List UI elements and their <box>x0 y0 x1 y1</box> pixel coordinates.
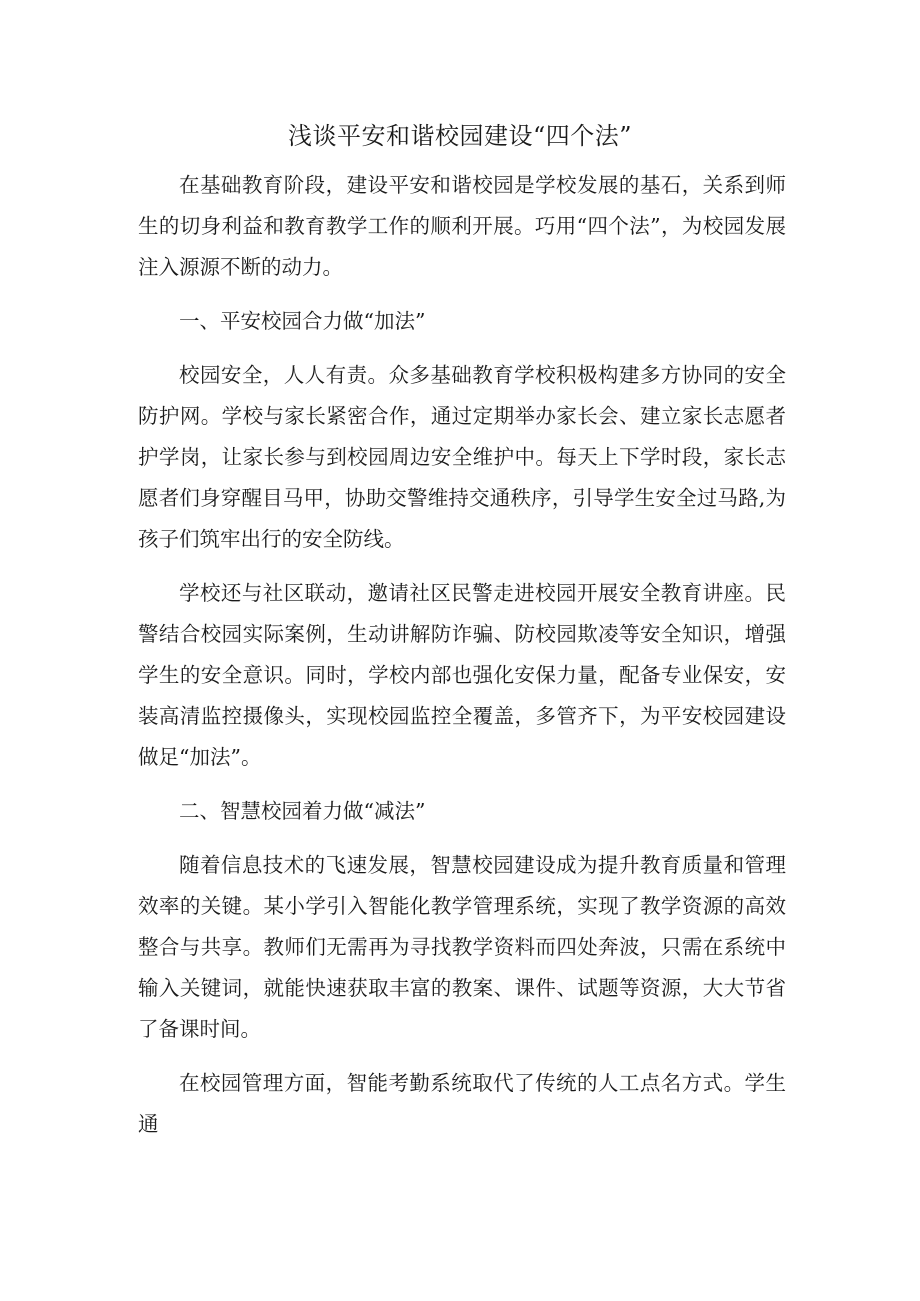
paragraph-section2-a: 随着信息技术的飞速发展，智慧校园建设成为提升教育质量和管理效率的关键。某小学引入智能化教学管理系统，实现了教学资源的高效整合与共享。教师们无需再为寻找教学资料而四处奔波，只需在系统中输入关键词，就能快速获取丰富的教案、课件、试题等资源，大大节省了备课时间。 <box>138 853 786 1041</box>
paragraph-section1-a: 校园安全，人人有责。众多基础教育学校积极构建多方协同的安全防护网。学校与家长紧密合作，通过定期举办家长会、建立家长志愿者护学岗，让家长参与到校园周边安全维护中。每天上下学时段，家长志愿者们身穿醒目马甲，协助交警维持交通秩序，引导学生安全过马路,为孩子们筑牢出行的安全防线。 <box>138 363 786 551</box>
document-body <box>138 165 786 1158</box>
section-heading-2: 二、智慧校园着力做“减法” <box>179 799 426 823</box>
paragraph-section1-b: 学校还与社区联动，邀请社区民警走进校园开展安全教育讲座。民警结合校园实际案例，生动讲解防诈骗、防校园欺凌等安全知识，增强学生的安全意识。同时，学校内部也强化安保力量，配备专业保安，安装高清监控摄像头，实现校园监控全覆盖，多管齐下，为平安校园建设做足“加法”。 <box>138 581 786 769</box>
document-title: 浅谈平安和谐校园建设“四个法” <box>287 122 633 150</box>
section-heading-1: 一、平安校园合力做“加法” <box>179 309 426 333</box>
paragraph-intro: 在基础教育阶段，建设平安和谐校园是学校发展的基石，关系到师生的切身利益和教育教学工作的顺利开展。巧用“四个法”，为校园发展注入源源不断的动力。 <box>138 173 786 279</box>
paragraph-section2-b: 在校园管理方面，智能考勤系统取代了传统的人工点名方式。学生通 <box>138 1071 786 1136</box>
